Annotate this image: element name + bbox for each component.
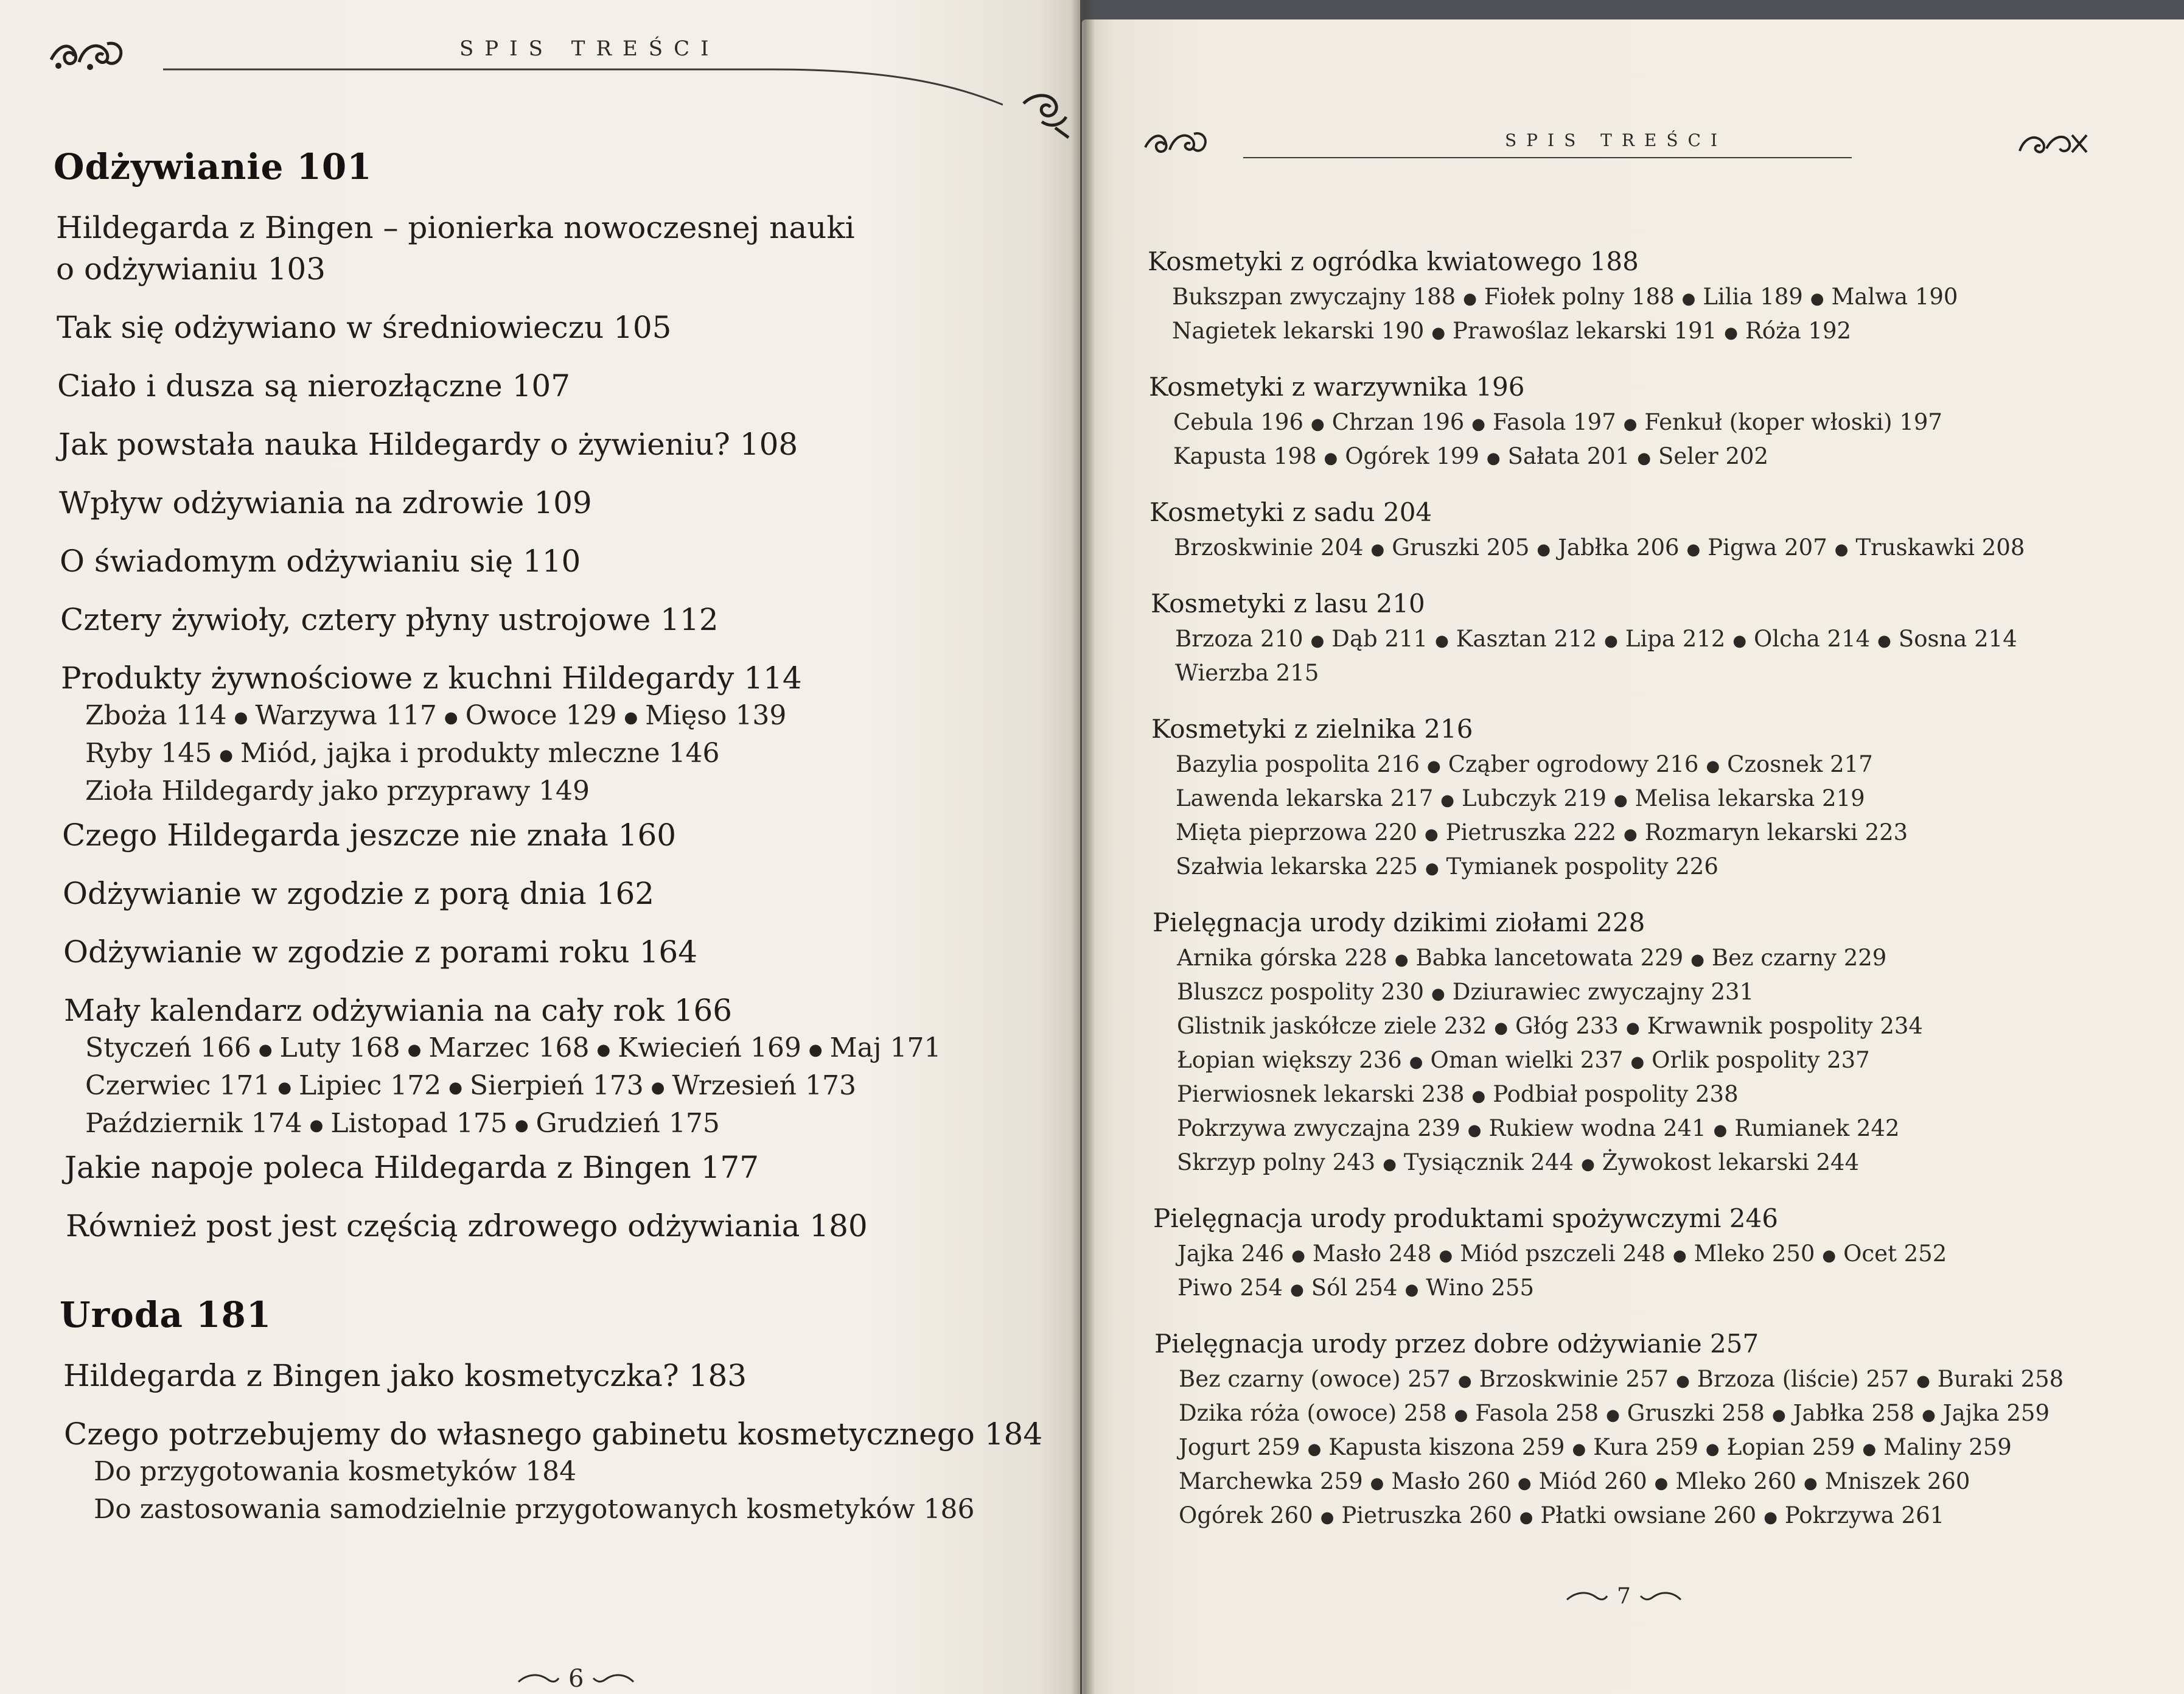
toc-subitem[interactable]: Mleko 260	[1675, 1468, 1797, 1494]
toc-subitem-line	[1176, 749, 1873, 782]
right-page-content	[1082, 19, 2184, 1694]
toc-subitem[interactable]: Grudzień 175	[536, 1108, 720, 1139]
bullet-separator: ●	[1467, 1121, 1482, 1139]
toc-subitem[interactable]: Wierzba 215	[1175, 660, 1319, 686]
toc-subitem[interactable]: Dąb 211	[1331, 626, 1428, 652]
toc-subitem[interactable]: Krwawnik pospolity 234	[1647, 1013, 1923, 1039]
bullet-separator: ●	[1435, 631, 1449, 650]
toc-subitem[interactable]: Łopian 259	[1726, 1434, 1855, 1460]
toc-subitem[interactable]: Brzoskwinie 204	[1174, 534, 1364, 561]
toc-subitem[interactable]: Pietruszka 260	[1341, 1502, 1512, 1528]
bullet-separator: ●	[1454, 1405, 1468, 1424]
toc-subitem[interactable]: Sosna 214	[1898, 626, 2017, 652]
bullet-separator: ●	[1431, 323, 1446, 342]
toc-subitem[interactable]: Owoce 129	[465, 700, 617, 731]
toc-subitem[interactable]: Olcha 214	[1754, 626, 1871, 652]
left-head-rule	[163, 61, 1003, 110]
bullet-separator: ●	[1810, 289, 1824, 308]
toc-subitem-line	[1179, 1432, 2012, 1465]
toc-entry[interactable]: Kosmetyki z zielnika 216	[1151, 714, 1473, 744]
left-rule-end-ornament-icon	[1017, 85, 1072, 140]
toc-subitem-line	[1179, 1466, 1970, 1499]
toc-entry[interactable]: Odżywianie w zgodzie z porami roku 164	[63, 934, 698, 970]
bullet-separator: ●	[1581, 1155, 1595, 1174]
bullet-separator: ●	[1519, 1508, 1533, 1527]
left-page	[0, 0, 1080, 1694]
bullet-separator: ●	[1624, 825, 1638, 844]
toc-subitem[interactable]: Brzoskwinie 257	[1479, 1366, 1669, 1392]
folio-swash-right-icon	[592, 1672, 635, 1685]
toc-subitem-line	[85, 1105, 720, 1144]
toc-subitem[interactable]: Arnika górska 228	[1177, 945, 1387, 971]
toc-subitem[interactable]: Miód pszczeli 248	[1460, 1241, 1666, 1267]
toc-subitem[interactable]: Babka lancetowata 229	[1415, 945, 1684, 971]
toc-subitem[interactable]: Maliny 259	[1883, 1434, 2012, 1460]
bullet-separator: ●	[1922, 1405, 1936, 1424]
bullet-separator: ●	[1439, 1246, 1453, 1265]
toc-subitem[interactable]: Seler 202	[1658, 443, 1769, 469]
toc-subitem-line	[85, 1030, 941, 1068]
bullet-separator: ●	[1705, 1440, 1720, 1458]
bullet-separator: ●	[1409, 1052, 1423, 1071]
bullet-separator: ●	[309, 1116, 324, 1135]
toc-subitem-line	[1179, 1398, 2050, 1431]
toc-subitem[interactable]: Bluszcz pospolity 230	[1177, 979, 1425, 1005]
toc-subitem[interactable]: Ogórek 199	[1345, 443, 1479, 469]
bullet-separator: ●	[1310, 631, 1325, 650]
bullet-separator: ●	[1471, 1087, 1486, 1105]
toc-subitem[interactable]: Czerwiec 171	[85, 1070, 271, 1101]
toc-subitem-line	[1177, 1272, 1534, 1306]
toc-subitem[interactable]: Oman wielki 237	[1430, 1047, 1624, 1073]
toc-subitem[interactable]: Bukszpan zwyczajny 188	[1172, 284, 1456, 310]
toc-subitem[interactable]: Bez czarny 229	[1711, 945, 1887, 971]
toc-subitem[interactable]: Pigwa 207	[1708, 534, 1827, 561]
toc-subitem[interactable]: Malwa 190	[1831, 284, 1958, 310]
bullet-separator: ●	[277, 1078, 291, 1097]
toc-subitem-line	[1173, 441, 1768, 474]
toc-subitem[interactable]: Lubczyk 219	[1461, 785, 1607, 811]
bullet-separator: ●	[1804, 1474, 1818, 1493]
toc-subitem[interactable]: Rumianek 242	[1734, 1115, 1900, 1141]
toc-subitem[interactable]: Maj 171	[829, 1032, 941, 1063]
bullet-separator: ●	[1572, 1440, 1586, 1458]
toc-subitem[interactable]: Październik 174	[85, 1108, 302, 1139]
bullet-separator: ●	[407, 1040, 422, 1059]
toc-entry[interactable]: Mały kalendarz odżywiania na cały rok 166	[64, 993, 733, 1028]
bullet-separator: ●	[1732, 631, 1746, 650]
toc-subitem[interactable]: Bez czarny (owoce) 257	[1179, 1366, 1451, 1392]
bullet-separator: ●	[1370, 540, 1385, 559]
toc-subitem[interactable]: Kapusta 198	[1173, 443, 1317, 469]
bullet-separator: ●	[1290, 1280, 1304, 1299]
toc-subitem-line	[85, 1068, 856, 1106]
bullet-separator: ●	[1457, 1371, 1472, 1390]
toc-subitem-line	[1177, 1010, 1923, 1044]
bullet-separator: ●	[1690, 950, 1704, 969]
toc-subitem-line	[1172, 315, 1851, 349]
toc-subitem[interactable]: Mniszek 260	[1824, 1468, 1970, 1494]
toc-subitem[interactable]: Głóg 233	[1515, 1013, 1619, 1039]
toc-subitem[interactable]: Bazylia pospolita 216	[1176, 751, 1420, 777]
toc-subitem[interactable]: Pokrzywa 261	[1784, 1502, 1945, 1528]
toc-subitem-line	[1176, 783, 1865, 816]
bullet-separator: ●	[1383, 1155, 1397, 1174]
toc-entry[interactable]: Cztery żywioły, cztery płyny ustrojowe 112	[60, 602, 719, 637]
toc-subitem[interactable]: Cząber ogrodowy 216	[1448, 751, 1699, 777]
toc-subitem[interactable]: Mięso 139	[645, 700, 787, 731]
toc-entry[interactable]: Hildegarda z Bingen – pionierka nowoczesnej nauki	[56, 210, 855, 245]
toc-subitem-line	[1173, 407, 1942, 440]
folio-swash-left-icon	[517, 1672, 560, 1685]
toc-subitem[interactable]: Orlik pospolity 237	[1652, 1047, 1870, 1073]
bullet-separator: ●	[624, 708, 638, 727]
bullet-separator: ●	[514, 1116, 529, 1135]
toc-subitem[interactable]: Marzec 168	[428, 1032, 590, 1063]
toc-subitem[interactable]: Płatki owsiane 260	[1540, 1502, 1757, 1528]
bullet-separator: ●	[1291, 1246, 1305, 1265]
bullet-separator: ●	[1471, 415, 1485, 433]
toc-subitem-line	[1177, 942, 1886, 976]
toc-subitem[interactable]: Marchewka 259	[1179, 1468, 1363, 1494]
toc-subitem[interactable]: Lipiec 172	[299, 1070, 442, 1101]
toc-subitem[interactable]: Warzywa 117	[255, 700, 437, 731]
toc-subitem[interactable]: Pietruszka 222	[1445, 819, 1617, 845]
toc-subitem[interactable]: Gruszki 258	[1627, 1400, 1765, 1426]
toc-subitem[interactable]: Czosnek 217	[1727, 751, 1873, 777]
toc-subitem[interactable]: Masło 248	[1312, 1241, 1432, 1267]
toc-subitem-line	[1179, 1363, 2064, 1397]
bullet-separator: ●	[234, 708, 248, 727]
bullet-separator: ●	[1370, 1474, 1384, 1493]
toc-subitem[interactable]: Kura 259	[1593, 1434, 1698, 1460]
toc-subitem-line	[1177, 976, 1754, 1010]
toc-subitem[interactable]: Truskawki 208	[1855, 534, 2025, 561]
bullet-separator: ●	[1494, 1018, 1509, 1037]
toc-subitem[interactable]: Prawoślaz lekarski 191	[1453, 318, 1717, 344]
toc-subitem[interactable]: Kapusta kiszona 259	[1328, 1434, 1565, 1460]
toc-subitem[interactable]: Glistnik jaskółcze ziele 232	[1177, 1013, 1487, 1039]
toc-subitem-line	[85, 698, 786, 736]
toc-subitem-line	[1175, 657, 1319, 689]
toc-entry[interactable]: Kosmetyki z warzywnika 196	[1149, 372, 1525, 402]
bullet-separator: ●	[1764, 1508, 1778, 1527]
right-head-rule	[1243, 157, 1852, 158]
bullet-separator: ●	[1425, 859, 1439, 878]
bullet-separator: ●	[1517, 1474, 1532, 1493]
toc-subitem[interactable]: Dzika róża (owoce) 258	[1179, 1400, 1447, 1426]
toc-subitem[interactable]: Gruszki 205	[1392, 534, 1530, 561]
toc-subitem[interactable]: Wrzesień 173	[672, 1070, 856, 1101]
toc-subitem[interactable]: Do przygotowania kosmetyków 184	[94, 1456, 577, 1487]
toc-subitem[interactable]: Piwo 254	[1177, 1275, 1283, 1301]
section-heading[interactable]: Odżywianie 101	[54, 146, 372, 187]
bullet-separator: ●	[1877, 631, 1891, 650]
toc-subitem[interactable]: Jabłka 258	[1793, 1400, 1915, 1426]
toc-subitem[interactable]: Jogurt 259	[1179, 1434, 1300, 1460]
toc-subitem-line	[94, 1491, 974, 1528]
toc-subitem[interactable]: Ogórek 260	[1179, 1502, 1313, 1528]
toc-subitem-line	[85, 773, 590, 810]
bullet-separator: ●	[444, 708, 458, 727]
bullet-separator: ●	[1771, 1405, 1786, 1424]
bullet-separator: ●	[1394, 950, 1409, 969]
toc-subitem-line	[85, 735, 720, 774]
toc-subitem[interactable]: Brzoza (liście) 257	[1697, 1366, 1910, 1392]
bullet-separator: ●	[1427, 757, 1441, 775]
bullet-separator: ●	[1311, 415, 1325, 433]
toc-entry[interactable]: O świadomym odżywianiu się 110	[60, 544, 581, 579]
toc-subitem-line	[1179, 1500, 1944, 1533]
toc-subitem[interactable]: Fiołek polny 188	[1484, 284, 1675, 310]
bullet-separator: ●	[258, 1040, 273, 1059]
left-running-head: SPIS TREŚCI	[459, 37, 720, 61]
toc-subitem-line	[1175, 623, 2017, 657]
bullet-separator: ●	[1604, 631, 1618, 650]
bullet-separator: ●	[1706, 757, 1720, 775]
toc-subitem[interactable]: Podbiał pospolity 238	[1493, 1081, 1739, 1107]
bullet-separator: ●	[1424, 825, 1439, 844]
toc-entry[interactable]: Pielęgnacja urody dzikimi ziołami 228	[1153, 908, 1645, 937]
toc-subitem[interactable]: Rozmaryn lekarski 223	[1644, 819, 1908, 845]
toc-entry[interactable]: Produkty żywnościowe z kuchni Hildegardy 114	[61, 660, 802, 696]
toc-subitem-line	[1177, 1238, 1947, 1272]
toc-subitem[interactable]: Jajka 259	[1942, 1400, 2050, 1426]
bullet-separator: ●	[1676, 1371, 1690, 1390]
bullet-separator: ●	[1404, 1280, 1419, 1299]
bullet-separator: ●	[1463, 289, 1477, 308]
toc-entry[interactable]: Jak powstała nauka Hildegardy o żywieniu? 108	[58, 427, 798, 462]
bullet-separator: ●	[219, 746, 233, 765]
toc-entry[interactable]: o odżywianiu 103	[56, 251, 326, 287]
toc-subitem[interactable]: Fasola 197	[1492, 409, 1616, 435]
toc-entry[interactable]: Kosmetyki z lasu 210	[1151, 589, 1425, 618]
bullet-separator: ●	[1606, 1405, 1620, 1424]
toc-subitem-line	[1177, 1147, 1859, 1180]
bullet-separator: ●	[1862, 1440, 1877, 1458]
bullet-separator: ●	[1822, 1246, 1837, 1265]
toc-entry[interactable]: Ciało i dusza są nierozłączne 107	[57, 368, 571, 404]
toc-entry[interactable]: Pielęgnacja urody produktami spożywczymi 246	[1153, 1203, 1778, 1233]
toc-subitem[interactable]: Skrzyp polny 243	[1177, 1149, 1376, 1175]
toc-entry[interactable]: Tak się odżywiano w średniowieczu 105	[57, 310, 672, 345]
toc-subitem[interactable]: Pierwiosnek lekarski 238	[1177, 1081, 1465, 1107]
toc-subitem[interactable]: Ocet 252	[1843, 1241, 1947, 1267]
right-page-number: 7	[1617, 1584, 1631, 1609]
toc-subitem[interactable]: Nagietek lekarski 190	[1172, 318, 1425, 344]
toc-subitem[interactable]: Lawenda lekarska 217	[1176, 785, 1434, 811]
folio-swash-left-icon	[1566, 1590, 1608, 1603]
bullet-separator: ●	[1686, 540, 1701, 559]
bullet-separator: ●	[596, 1040, 611, 1059]
toc-entry[interactable]: Wpływ odżywiania na zdrowie 109	[59, 485, 592, 520]
right-folio	[1566, 1584, 1682, 1609]
right-running-head: SPIS TREŚCI	[1505, 130, 1728, 150]
right-page	[1082, 19, 2184, 1694]
bullet-separator: ●	[1307, 1440, 1322, 1458]
toc-subitem-line	[1177, 1079, 1739, 1112]
bullet-separator: ●	[1630, 1052, 1645, 1071]
toc-subitem[interactable]: Luty 168	[279, 1032, 400, 1063]
toc-subitem[interactable]: Zboża 114	[85, 700, 227, 731]
toc-subitem[interactable]: Masło 260	[1391, 1468, 1510, 1494]
toc-entry[interactable]: Również post jest częścią zdrowego odżywiania 180	[66, 1208, 868, 1244]
toc-entry[interactable]: Jakie napoje poleca Hildegarda z Bingen 177	[65, 1150, 759, 1185]
toc-subitem[interactable]: Melisa lekarska 219	[1635, 785, 1865, 811]
bullet-separator: ●	[1713, 1121, 1728, 1139]
toc-subitem[interactable]: Cebula 196	[1173, 409, 1303, 435]
toc-subitem[interactable]: Miód 260	[1538, 1468, 1647, 1494]
bullet-separator: ●	[1613, 791, 1628, 810]
toc-entry[interactable]: Odżywianie w zgodzie z porą dnia 162	[63, 876, 655, 911]
bullet-separator: ●	[1637, 449, 1652, 467]
toc-subitem[interactable]: Listopad 175	[330, 1108, 508, 1139]
toc-entry[interactable]: Pielęgnacja urody przez dobre odżywianie 257	[1154, 1329, 1759, 1359]
toc-subitem[interactable]: Styczeń 166	[85, 1032, 251, 1063]
bullet-separator: ●	[1834, 540, 1849, 559]
toc-subitem[interactable]: Szałwia lekarska 225	[1176, 853, 1418, 880]
toc-subitem[interactable]: Lipa 212	[1625, 626, 1726, 652]
toc-subitem[interactable]: Wino 255	[1426, 1275, 1534, 1301]
toc-subitem[interactable]: Fenkuł (koper włoski) 197	[1644, 409, 1942, 435]
bullet-separator: ●	[448, 1078, 462, 1097]
bullet-separator: ●	[1724, 323, 1738, 342]
toc-subitem[interactable]: Ryby 145	[85, 738, 212, 769]
toc-subitem[interactable]: Fasola 258	[1475, 1400, 1599, 1426]
toc-subitem-line	[1177, 1045, 1870, 1078]
bullet-separator: ●	[1654, 1474, 1669, 1493]
bullet-separator: ●	[1431, 984, 1445, 1003]
toc-subitem[interactable]: Pokrzywa zwyczajna 239	[1177, 1115, 1460, 1141]
toc-subitem-line	[1177, 1113, 1900, 1146]
bullet-separator: ●	[1537, 540, 1551, 559]
left-page-content	[0, 0, 1080, 1694]
toc-subitem-line	[1172, 281, 1958, 315]
toc-subitem[interactable]: Kasztan 212	[1456, 626, 1597, 652]
toc-subitem[interactable]: Lilia 189	[1703, 284, 1803, 310]
toc-entry[interactable]: Kosmetyki z sadu 204	[1150, 497, 1432, 527]
toc-subitem[interactable]: Brzoza 210	[1175, 626, 1303, 652]
bullet-separator: ●	[1320, 1508, 1334, 1527]
folio-swash-right-icon	[1639, 1590, 1682, 1603]
left-head-ornament-icon	[47, 30, 127, 73]
toc-subitem[interactable]: Łopian większy 236	[1177, 1047, 1402, 1073]
right-head-ornament-left-icon	[1142, 123, 1209, 159]
book-gutter	[1071, 0, 1095, 1694]
bullet-separator: ●	[1625, 1018, 1640, 1037]
bullet-separator: ●	[1324, 449, 1338, 467]
toc-subitem[interactable]: Zioła Hildegardy jako przyprawy 149	[85, 775, 590, 807]
bullet-separator: ●	[1916, 1371, 1930, 1390]
toc-subitem[interactable]: Tymianek pospolity 226	[1446, 853, 1718, 880]
bullet-separator: ●	[1623, 415, 1638, 433]
toc-subitem[interactable]: Mleko 250	[1694, 1241, 1815, 1267]
toc-subitem[interactable]: Sól 254	[1311, 1275, 1398, 1301]
bullet-separator: ●	[1440, 791, 1454, 810]
toc-subitem-line	[1176, 817, 1908, 850]
toc-subitem[interactable]: Tysiącznik 244	[1403, 1149, 1574, 1175]
toc-subitem[interactable]: Róża 192	[1745, 318, 1852, 344]
bullet-separator: ●	[1672, 1246, 1687, 1265]
toc-subitem[interactable]: Chrzan 196	[1331, 409, 1465, 435]
toc-subitem[interactable]: Żywokost lekarski 244	[1602, 1149, 1860, 1175]
left-page-number: 6	[568, 1665, 584, 1693]
right-head-ornament-right-icon	[2016, 124, 2089, 161]
toc-subitem-line	[94, 1454, 576, 1490]
left-folio	[517, 1665, 635, 1693]
toc-subitem[interactable]: Jajka 246	[1177, 1241, 1285, 1267]
bullet-separator: ●	[808, 1040, 823, 1059]
toc-subitem[interactable]: Jabłka 206	[1558, 534, 1680, 561]
toc-subitem-line	[1176, 851, 1718, 884]
toc-entry[interactable]: Czego potrzebujemy do własnego gabinetu kosmetycznego 184	[64, 1416, 1043, 1452]
toc-entry[interactable]: Czego Hildegarda jeszcze nie znała 160	[62, 817, 677, 853]
section-heading[interactable]: Uroda 181	[60, 1294, 272, 1335]
toc-subitem[interactable]: Rukiew wodna 241	[1488, 1115, 1706, 1141]
toc-entry[interactable]: Hildegarda z Bingen jako kosmetyczka? 183	[63, 1358, 747, 1393]
toc-subitem[interactable]: Sierpień 173	[469, 1070, 644, 1101]
toc-subitem[interactable]: Dziurawiec zwyczajny 231	[1452, 979, 1754, 1005]
toc-subitem[interactable]: Do zastosowania samodzielnie przygotowanych kosmetyków 186	[94, 1494, 975, 1525]
toc-subitem[interactable]: Buraki 258	[1937, 1366, 2064, 1392]
toc-subitem-line	[1174, 532, 2025, 565]
bullet-separator: ●	[1486, 449, 1501, 467]
toc-entry[interactable]: Kosmetyki z ogródka kwiatowego 188	[1148, 247, 1639, 276]
bullet-separator: ●	[1681, 289, 1696, 308]
toc-subitem[interactable]: Miód, jajka i produkty mleczne 146	[240, 738, 720, 769]
toc-subitem[interactable]: Mięta pieprzowa 220	[1176, 819, 1417, 845]
bullet-separator: ●	[651, 1078, 665, 1097]
toc-subitem[interactable]: Kwiecień 169	[618, 1032, 801, 1063]
toc-subitem[interactable]: Sałata 201	[1507, 443, 1630, 469]
